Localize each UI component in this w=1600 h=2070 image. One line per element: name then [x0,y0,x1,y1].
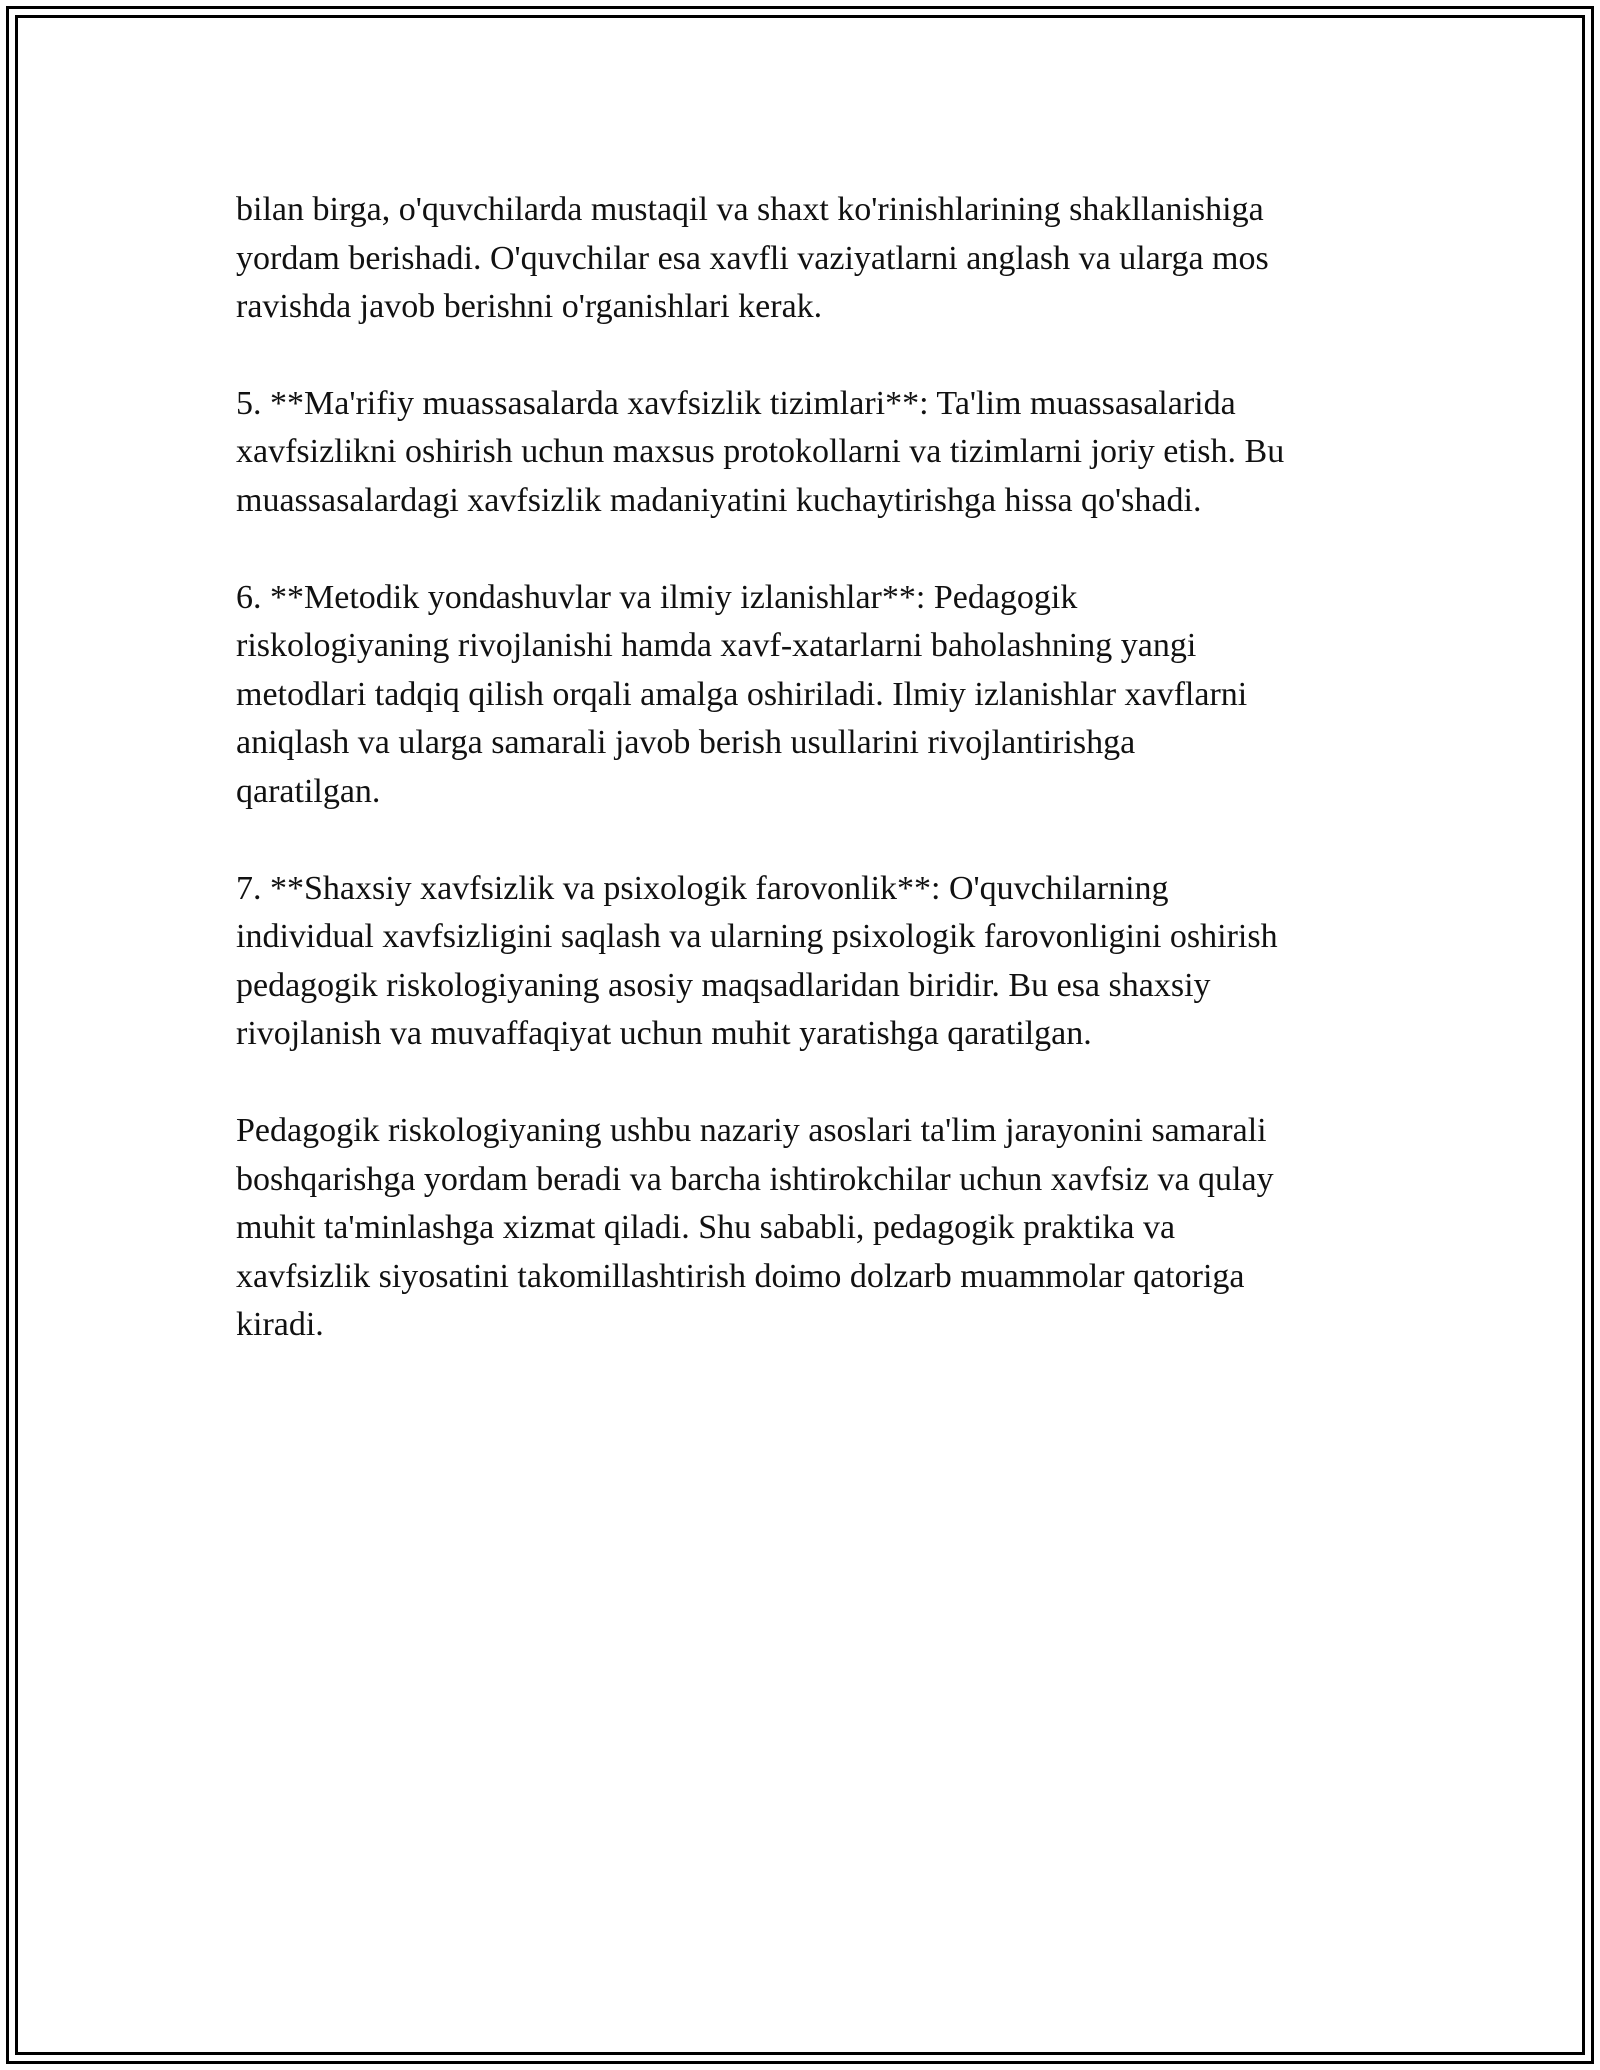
paragraph-intro-continuation [236,186,1376,332]
text-line: 5. **Ma'rifiy muassasalarda xavfsizlik tizimlari**: Ta'lim muassasalarida [236,384,1236,422]
text-line: rivojlanish va muvaffaqiyat uchun muhit yaratishga qaratilgan. [236,1015,1092,1053]
text-line: qaratilgan. [236,772,381,810]
paragraph-item-5 [236,380,1376,526]
text-line: boshqarishga yordam beradi va barcha ishtirokchilar uchun xavfsiz va qulay [236,1160,1274,1198]
document-body [236,186,1376,1398]
text-line: aniqlash va ularga samarali javob berish usullarini rivojlantirishga [236,724,1136,762]
text-line: 7. **Shaxsiy xavfsizlik va psixologik farovonlik**: O'quvchilarning [236,869,1169,907]
text-line: muassasalardagi xavfsizlik madaniyatini kuchaytirishga hissa qo'shadi. [236,481,1202,519]
text-line: xavfsizlikni oshirish uchun maxsus protokollarni va tizimlarni joriy etish. Bu [236,433,1285,471]
text-line: kiradi. [236,1306,324,1344]
text-line: 6. **Metodik yondashuvlar va ilmiy izlanishlar**: Pedagogik [236,578,1078,616]
paragraph-item-6 [236,574,1376,817]
text-line: pedagogik riskologiyaning asosiy maqsadlaridan biridir. Bu esa shaxsiy [236,966,1211,1004]
text-line: muhit ta'minlashga xizmat qiladi. Shu sababli, pedagogik praktika va [236,1209,1176,1247]
paragraph-conclusion [236,1107,1376,1350]
text-line: xavfsizlik siyosatini takomillashtirish doimo dolzarb muammolar qatoriga [236,1257,1245,1295]
text-line: riskologiyaning rivojlanishi hamda xavf-xatarlarni baholashning yangi [236,627,1197,665]
text-line: bilan birga, o'quvchilarda mustaqil va shaxt ko'rinishlarining shakllanishiga [236,191,1264,228]
text-line: metodlari tadqiq qilish orqali amalga oshiriladi. Ilmiy izlanishlar xavflarni [236,675,1248,713]
text-line: Pedagogik riskologiyaning ushbu nazariy asoslari ta'lim jarayonini samarali [236,1111,1267,1149]
paragraph-item-7 [236,865,1376,1059]
text-line: ravishda javob berishni o'rganishlari kerak. [236,288,823,326]
text-line: individual xavfsizligini saqlash va ularning psixologik farovonligini oshirish [236,918,1278,956]
text-line: yordam berishadi. O'quvchilar esa xavfli vaziyatlarni anglash va ularga mos [236,239,1269,277]
